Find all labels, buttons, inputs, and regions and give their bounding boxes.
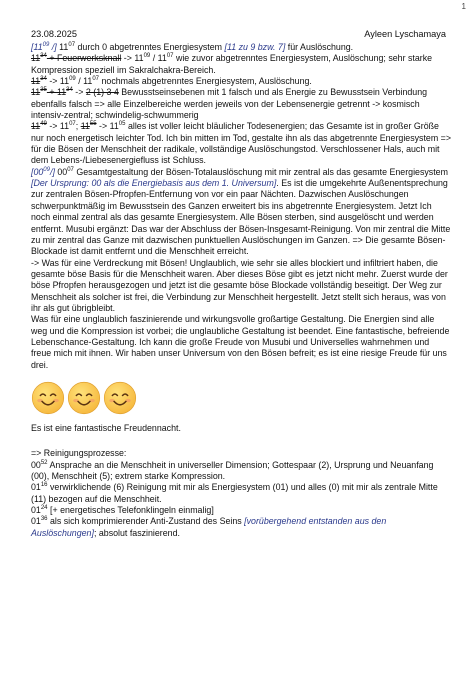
text-segment: 11 (31, 121, 41, 132)
celebration-line: Es ist eine fantastische Freudennacht. (31, 422, 181, 433)
time-minutes-superscript: 52 (40, 459, 48, 466)
smiling-face-emoji-icon (31, 381, 65, 417)
entry-date: 23.08.2025 (31, 29, 77, 39)
emoji-row (31, 381, 451, 417)
smiling-face-emoji-icon (67, 381, 101, 417)
text-segment: 01 (31, 482, 41, 493)
text-segment: /] (49, 42, 60, 52)
text-segment: 11 (31, 53, 41, 64)
text-segment: . Es ist die umgekehrte Außenentsprechung zur zentralen Bösen-Pfropfen-Entfernung von vor ein paar Nächten. Dazwischen Auslöschungen schwerpunktmäßig im Bewusstsein des Ganzen erweitert bis ins abgetrennte Energiesystem. Jetzt Ich noch einmal zentral als das gesamte Energiesystem. Alle Bösen sterben, sind ausgelöscht und werden entfernt. Musubi ergänzt: Das war der Abschluss der Bösen-Insgesamt-Reinigung. Von mir zentral die Mitte zu mir zentral das Ganze mit dazwischen punktuellen Auslöschungen im Ganzen. => Die gesamte Bösen-Blockade ist damit entfernt und die Menschheit erreicht. (31, 178, 451, 257)
text-segment: 11 (59, 42, 69, 52)
text-segment: durch 0 abgetrenntes Energiesystem (75, 42, 225, 52)
time-minutes-superscript: 55 (89, 121, 97, 128)
journal-paragraph-p1 (31, 42, 451, 53)
cleansing-item-c2 (31, 482, 451, 505)
time-minutes-superscript: 09 (69, 76, 76, 83)
time-minutes-superscript: 16 (40, 482, 48, 489)
journal-paragraph-p7 (31, 258, 451, 315)
text-segment: [11 zu 9 bzw. 7] (224, 42, 286, 52)
text-segment: 2 (1) 3 4 (85, 87, 119, 98)
text-segment: verwirklichende (6) Reinigung mit mir als Energiesystem (01) und alles (0) mit mir als zentrale Mitte (11) bezogen auf die Menschheit. (31, 482, 438, 504)
text-segment: / 11 (75, 76, 93, 87)
author-name: Ayleen Lyschamaya (364, 29, 446, 39)
text-segment: [+ energetisches Telefonklingeln einmalig] (47, 505, 214, 516)
journal-paragraph-p8 (31, 314, 451, 371)
text-segment: 11 (56, 87, 67, 98)
text-segment: [00 (31, 166, 44, 177)
text-segment: [vorübergehend entstanden aus den Auslöschungen] (31, 516, 387, 538)
journal-paragraph-p2 (31, 53, 451, 76)
time-minutes-superscript: 49 (40, 121, 47, 128)
text-segment: + Feuerwerksknall (46, 53, 122, 64)
time-minutes-superscript: 09 (43, 166, 50, 173)
time-minutes-superscript: 09 (143, 53, 151, 60)
time-minutes-superscript: 07 (69, 121, 76, 128)
text-segment: 00 (31, 459, 41, 470)
time-minutes-superscript: 35 (40, 87, 47, 94)
text-segment: -> Was für eine Verdreckung mit Bösen! Unglaublich, wie sehr sie alles blockiert und infiltriert haben, die gesamte böse Basis für die Menschheit waren. Aber dieses Böse gibt es jetzt nicht mehr. Zuerst wurde der böse Pfropfen herausgezogen und jetzt ist die gesamte böse Blockade vollständig beseitigt. Der Weg zur Menschheit als solcher ist frei, die Verbindung zur Menschheit hergestellt. Jetzt stellt sich heraus, was von ihr als gut übrigbleibt. (31, 257, 448, 313)
time-minutes-superscript: 05 (118, 121, 126, 128)
document-header (31, 29, 446, 39)
text-segment: ; (75, 121, 81, 132)
text-segment: wie zuvor abgetrenntes Energiesystem, Auslöschung; sehr starke Kompression speziell im Sakralchakra-Bereich. (31, 53, 433, 75)
document-body (31, 42, 451, 539)
text-segment: alles ist voller leicht bläulicher Todesenergien; das Gesamte ist in großer Größe nur noch energetisch leichter Tod. Ich bin mitten im Tod, gestalte ihn als das abgetrennte Energiesystem => für die Bösen der Menschheit der radikale, vollständige Auslöschungstod. Verschlossener Hals, auch mit dem Lebens-/Liebesenergiefluss ist Schluss. (31, 121, 451, 166)
text-segment: 11 (80, 121, 90, 132)
text-segment: -> 11 (46, 76, 70, 87)
text-segment: -> (72, 87, 86, 98)
time-minutes-superscript: 09 (42, 42, 50, 48)
text-segment: 01 (31, 516, 41, 527)
cleansing-item-c4 (31, 516, 451, 539)
text-segment: -> 11 (121, 53, 144, 64)
time-minutes-superscript: 24 (40, 505, 48, 512)
text-segment: Ansprache an die Menschheit in universeller Dimension; Gottespaar (2), Ursprung und Neuanfang (00), Menschheit (5); extrem starke Kompression. (31, 459, 434, 481)
text-segment: nochmals abgetrenntes Energiesystem, Auslöschung. (99, 76, 312, 87)
text-segment: ; absolut faszinierend. (93, 527, 180, 538)
journal-paragraph-p3 (31, 76, 451, 87)
journal-entries (31, 42, 451, 371)
time-minutes-superscript: 34 (40, 76, 47, 83)
time-minutes-superscript: 07 (166, 53, 174, 60)
text-segment: Gesamtgestaltung der Bösen-Totalauslöschung mit mir zentral als das gesamte Energiesystem (73, 166, 448, 177)
text-segment: /] (49, 166, 58, 177)
text-segment: für Auslöschung. (285, 42, 354, 52)
text-segment: 01 (31, 505, 41, 516)
text-segment: Was für eine unglaublich faszinierende und wirkungsvolle großartige Gestaltung. Die Energien sind alle weg und die Kompression ist vorbei; die unglaubliche Gestaltung ist beendet. Eine fantastische, befreiende Lebenschance-Gestaltung. Ich kann die große Freude von Musubi und Universelles wahrnehmen und freue mich mit ihnen. Wir haben unser Universum von den Bösen befreit; es ist eine riesige Freude für uns drei. (31, 314, 450, 370)
time-minutes-superscript: 34 (66, 87, 73, 94)
journal-paragraph-p4 (31, 87, 451, 121)
time-minutes-superscript: 07 (92, 76, 100, 83)
smiling-face-emoji-icon (103, 381, 137, 417)
cleansing-item-c3 (31, 505, 451, 516)
text-segment: + (46, 87, 57, 98)
text-segment: 11 (31, 76, 41, 87)
text-segment: [Der Ursprung: 00 als die Energiebasis aus dem 1. Universum] (31, 178, 277, 189)
time-minutes-superscript: 07 (68, 42, 76, 48)
text-segment: -> 11 (46, 121, 70, 132)
time-minutes-superscript: 36 (40, 516, 48, 523)
text-segment: [11 (31, 42, 43, 52)
journal-paragraph-p5 (31, 121, 451, 166)
time-minutes-superscript: 34 (40, 53, 47, 60)
cleansing-item-c1 (31, 460, 451, 483)
text-segment: 11 (31, 87, 41, 98)
cleansing-heading: => Reinigungsprozesse: (31, 448, 127, 459)
text-segment: 00 (57, 166, 68, 177)
cleansing-list (31, 460, 451, 539)
text-segment: als sich komprimierender Anti-Zustand des Seins (47, 516, 245, 527)
text-segment: -> 11 (96, 121, 119, 132)
text-segment: Bewusstseinsebenen mit 1 falsch und als Energie zu Bewusstsein Verbindung ebenfalls falsch => alle Einzelbereiche werden jeweils von der Lebensenergie getrennt -> kosmisch intensiv-zentral; schwindelig-schwummerig (31, 87, 428, 121)
journal-paragraph-p6 (31, 167, 451, 258)
page-number: 1 (461, 2, 466, 11)
text-segment: / 11 (150, 53, 167, 64)
time-minutes-superscript: 07 (67, 166, 74, 173)
